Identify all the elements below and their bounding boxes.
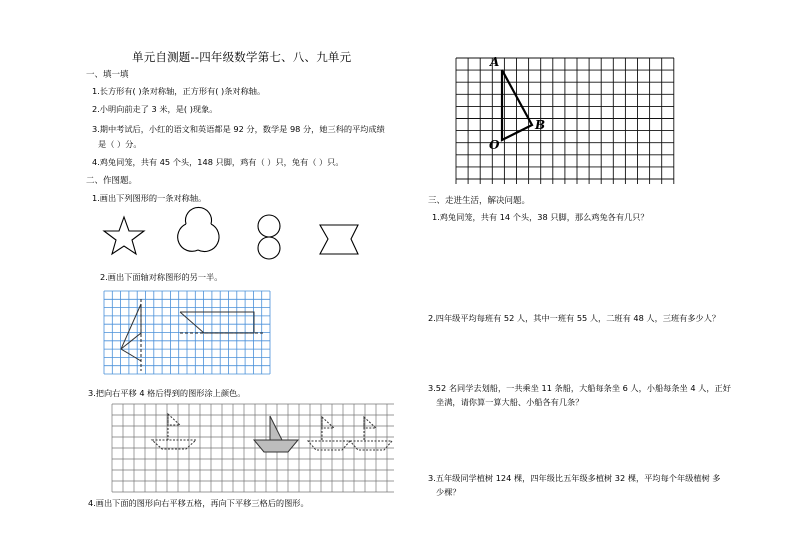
trefoil-shape [178,207,219,251]
label-b: B [535,118,546,132]
section-2-heading: 二、作图题。 [86,176,138,186]
question-1-1: 1.长方形有( )条对称轴，正方形有( )条对称轴。 [92,86,266,96]
question-3-4-line1: 3.五年级同学植树 124 棵，四年级比五年级多植树 32 棵，平均每个年级植树 多 [428,473,721,483]
question-2-1: 1.画出下列图形的一条对称轴。 [92,193,207,203]
section-3-heading: 三、走进生活，解决问题。 [428,196,531,206]
question-3-3-line2: 坐满，请你算一算大船、小船各有几条？ [436,397,584,407]
hourglass-trapezoid-shape [320,225,358,254]
boat-outline-3 [350,417,392,450]
question-1-3-line2: 是（ ）分。 [98,139,142,149]
boat-outline-1 [152,414,196,449]
question-2-2: 2.画出下面轴对称图形的另一半。 [100,272,223,282]
blue-grid [104,291,270,374]
question-2-3: 3.把向右平移 4 格后得到的图形涂上颜色。 [88,388,246,398]
gray-grid [112,404,394,492]
symmetry-shapes [100,210,360,270]
star-shape [104,217,144,254]
boat-outline-2 [308,417,350,450]
label-a: A [490,55,500,69]
triangle-aob [502,70,532,140]
question-3-2: 2.四年级平均每班有 52 人，其中一班有 55 人，二班有 48 人，三班有多少人？ [428,313,721,323]
question-1-3-line1: 3.期中考试后，小红的语文和英语都是 92 分，数学是 98 分，她三科的平均成绩 [92,124,385,134]
figure-eight-shape [258,215,280,259]
coordinate-grid [456,58,674,184]
question-3-4-line2: 少棵？ [436,487,461,497]
question-3-3-line1: 3.52 名同学去划船，一共乘坐 11 条船，大船每条坐 6 人，小船每条坐 4 人，正好 [428,383,731,393]
boat-shaded [254,416,298,452]
page-title: 单元自测题--四年级数学第七、八、九单元 [132,50,352,64]
question-2-4: 4.画出下面的图形向右平移五格，再向下平移三格后的图形。 [88,498,309,508]
section-1-heading: 一、填一填 [86,70,129,80]
question-1-4: 4.鸡兔同笼，共有 45 个头，148 只脚，鸡有（ ）只，兔有（ ）只。 [92,157,344,167]
question-3-1: 1.鸡兔同笼，共有 14 个头，38 只脚，那么鸡兔各有几只？ [432,212,649,222]
label-o: O [489,138,500,152]
question-1-2: 2.小明向前走了 3 米，是( )现象。 [92,104,218,114]
half-figure-right [180,312,254,333]
